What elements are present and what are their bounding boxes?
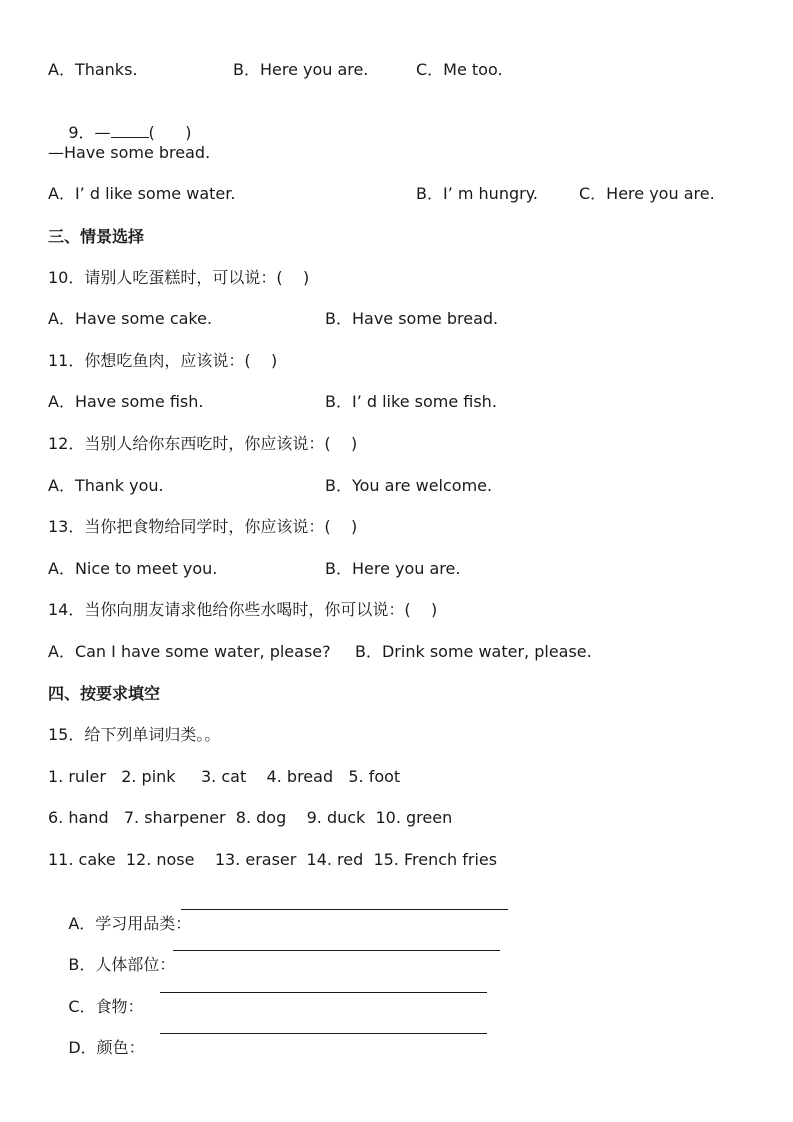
q8-option-b: B．Here you are.: [233, 60, 369, 79]
q14-option-b: B．Drink some water, please.: [355, 642, 592, 661]
q8-option-a: A．Thanks.: [48, 60, 138, 79]
q15-category-d-label: D．颜色：: [68, 1038, 145, 1057]
q9-option-b: B．I’ m hungry.: [416, 184, 538, 203]
q11-stem: 11．你想吃鱼肉，应该说：( ): [48, 351, 278, 370]
q9-reply: —Have some bread.: [48, 143, 211, 162]
q9-option-c: C．Here you are.: [579, 184, 715, 203]
q12-options: [48, 475, 748, 497]
q15-category-a-label: A．学习用品类：: [68, 914, 192, 933]
q15-words-row1: 1. ruler 2. pink 3. cat 4. bread 5. foot: [48, 767, 401, 786]
q15-category-a: [48, 891, 748, 933]
q13-options: [48, 558, 748, 580]
q11-option-b: B．I’ d like some fish.: [325, 392, 497, 411]
section4-title: 四、按要求填空: [48, 684, 161, 703]
q15-category-b: [48, 932, 748, 974]
q11-options: [48, 391, 748, 413]
q13-option-a: A．Nice to meet you.: [48, 559, 218, 578]
q8-option-c: C．Me too.: [416, 60, 503, 79]
q15-words-row3: 11. cake 12. nose 13. eraser 14. red 15. French fries: [48, 850, 498, 869]
q9-options: [48, 183, 748, 205]
q10-option-b: B．Have some bread.: [325, 309, 499, 328]
q15-category-c-blank[interactable]: [160, 978, 487, 993]
q9-paren: ( ): [148, 123, 192, 142]
q9-answer-blank[interactable]: [111, 123, 149, 138]
q9-option-a: A．I’ d like some water.: [48, 184, 236, 203]
q10-option-a: A．Have some cake.: [48, 309, 213, 328]
q14-option-a: A．Can I have some water, please?: [48, 642, 331, 661]
q13-option-b: B．Here you are.: [325, 559, 461, 578]
q15-category-d-blank[interactable]: [160, 1019, 487, 1034]
q15-category-b-label: B．人体部位：: [68, 955, 176, 974]
q9-prefix: 9．—: [68, 123, 111, 142]
q11-option-a: A．Have some fish.: [48, 392, 204, 411]
q15-category-c-label: C．食物：: [68, 997, 144, 1016]
q15-category-a-blank[interactable]: [181, 895, 508, 910]
q14-stem: 14．当你向朋友请求他给你些水喝时，你可以说：( ): [48, 600, 438, 619]
q15-stem: 15．给下列单词归类。。: [48, 725, 221, 744]
q13-stem: 13．当你把食物给同学时，你应该说：( ): [48, 517, 358, 536]
q14-options: [48, 641, 748, 663]
q8-options: [48, 59, 748, 81]
q15-category-b-blank[interactable]: [173, 936, 500, 951]
section3-title: 三、情景选择: [48, 227, 145, 246]
q10-options: [48, 308, 748, 330]
q15-words-row2: 6. hand 7. sharpener 8. dog 9. duck 10. green: [48, 808, 453, 827]
q12-stem: 12．当别人给你东西吃时，你应该说：( ): [48, 434, 358, 453]
q15-category-d: [48, 1015, 748, 1057]
q15-category-c: [48, 974, 748, 1016]
q12-option-a: A．Thank you.: [48, 476, 164, 495]
q12-option-b: B．You are welcome.: [325, 476, 493, 495]
q10-stem: 10．请别人吃蛋糕时，可以说：( ): [48, 268, 310, 287]
